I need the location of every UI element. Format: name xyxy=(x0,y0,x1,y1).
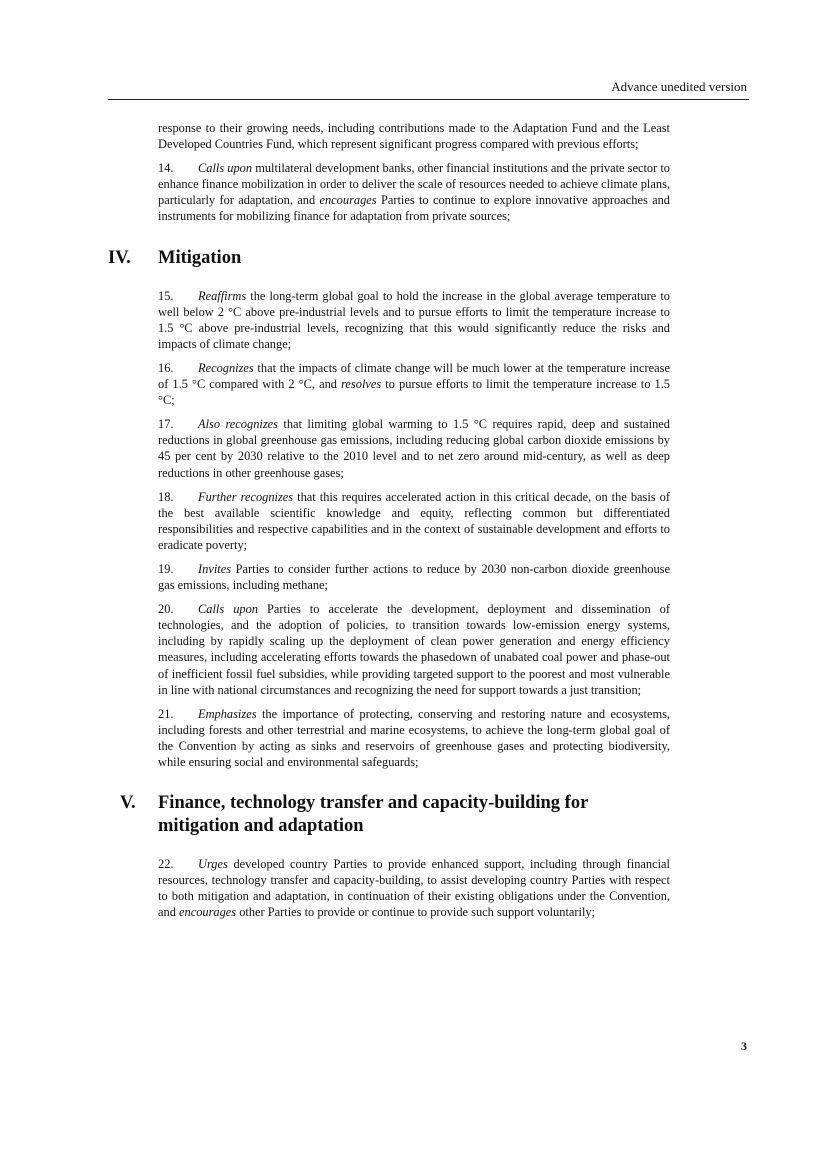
paragraph-number: 22. xyxy=(158,857,174,872)
paragraph-text: that the impacts of climate change will be much lower at the temperature increase of 1.5 °C compared with 2 °C, and xyxy=(158,360,670,392)
paragraph-18 xyxy=(158,489,670,553)
section-number: V. xyxy=(120,793,136,814)
running-header: Advance unedited version xyxy=(611,79,747,94)
paragraph-text: the long-term global goal to hold the increase in the global average temperature to well below 2 °C above pre-industrial levels and to pursue efforts to limit the temperature increase to 1.5 °C above pre-industrial levels, recognizing that this would significantly reduce the risks and impacts of climate change; xyxy=(158,288,670,351)
emphasized-verb: encourages xyxy=(179,905,237,920)
paragraph-text: Parties to continue to explore innovative approaches and instruments for mobilizing finance for adaptation from private sources; xyxy=(158,193,670,224)
paragraph-number: 14. xyxy=(158,161,174,176)
paragraph-text: developed country Parties to provide enhanced support, including through financial resources, technology transfer and capacity-building, to assist developing country Parties with respect to both mitigation and adaptation, in continuation of their existing obligations under the Convention, and xyxy=(158,857,670,920)
paragraph-text: response to their growing needs, including contributions made to the Adaptation Fund and the Least Developed Countries Fund, which represent significant progress compared with previous efforts; xyxy=(158,121,670,152)
section-title-line: Finance, technology transfer and capacity-building for xyxy=(158,793,589,814)
paragraph-continuation xyxy=(158,120,670,152)
paragraph-15 xyxy=(158,288,670,352)
paragraph-text: that limiting global warming to 1.5 °C requires rapid, deep and sustained reductions in global greenhouse gas emissions, including reducing global carbon dioxide emissions by 45 per cent by 2030 relative to the 2010 level and to net zero around mid-century, as well as deep reductions in other greenhouse gases; xyxy=(158,417,670,480)
paragraph-number: 21. xyxy=(158,706,174,721)
section-number: IV. xyxy=(108,247,131,268)
emphasized-verb: Invites xyxy=(198,561,232,576)
paragraph-22 xyxy=(158,856,670,920)
paragraph-number: 20. xyxy=(158,602,174,617)
paragraph-number: 17. xyxy=(158,417,174,432)
paragraph-text: the importance of protecting, conserving and restoring nature and ecosystems, including forests and other terrestrial and marine ecosystems, to achieve the long-term global goal of the Convention by acting as sinks and reservoirs of greenhouse gases and protecting biodiversity, while ensuring social and environmental safeguards; xyxy=(158,706,670,769)
paragraph-17 xyxy=(158,416,670,480)
section-heading-iv xyxy=(108,247,670,270)
section-title-line: mitigation and adaptation xyxy=(158,816,364,837)
paragraph-19 xyxy=(158,561,670,593)
header-divider xyxy=(108,99,749,100)
emphasized-verb: Further recognizes xyxy=(198,489,294,504)
section-heading-v xyxy=(120,792,670,838)
paragraph-number: 18. xyxy=(158,489,174,504)
emphasized-verb: Calls upon xyxy=(198,602,258,617)
paragraph-number: 19. xyxy=(158,561,174,576)
paragraph-text: Parties to consider further actions to reduce by 2030 non-carbon dioxide greenhouse gas emissions, including methane; xyxy=(158,561,670,593)
emphasized-verb: Urges xyxy=(198,857,228,872)
emphasized-verb: encourages xyxy=(319,193,377,208)
paragraph-text: other Parties to provide or continue to provide such support voluntarily; xyxy=(236,905,596,920)
page-number: 3 xyxy=(741,1039,747,1053)
emphasized-verb: Reaffirms xyxy=(198,288,247,303)
paragraph-16 xyxy=(158,360,670,408)
section-title-line: Mitigation xyxy=(158,247,242,268)
emphasized-verb: Also recognizes xyxy=(198,417,278,432)
paragraph-number: 16. xyxy=(158,360,174,375)
emphasized-verb: Emphasizes xyxy=(198,706,257,721)
paragraph-20 xyxy=(158,601,670,698)
emphasized-verb: Recognizes xyxy=(198,360,254,375)
emphasized-verb: Calls upon xyxy=(198,161,253,176)
paragraph-text: multilateral development banks, other financial institutions and the private sector to enhance finance mobilization in order to deliver the scale of resources needed to achieve climate plans, particularly for adaptation, and xyxy=(158,161,671,208)
paragraph-14 xyxy=(158,160,670,224)
emphasized-verb: resolves xyxy=(341,377,382,392)
paragraph-number: 15. xyxy=(158,288,174,303)
paragraph-text: to pursue efforts to limit the temperature increase to 1.5 °C; xyxy=(158,377,670,408)
paragraph-text: that this requires accelerated action in this critical decade, on the basis of the best available scientific knowledge and equity, reflecting common but differentiated responsibilities and respective capabilities and in the context of sustainable development and efforts to eradicate poverty; xyxy=(158,489,670,552)
document-body xyxy=(108,120,671,928)
paragraph-text: Parties to accelerate the development, deployment and dissemination of technologies, and the adoption of policies, to transition towards low-emission energy systems, including by rapidly scaling up the deployment of clean power generation and energy efficiency measures, including accelerating efforts towards the phasedown of unabated coal power and phase-out of inefficient fossil fuel subsidies, while providing targeted support to the poorest and most vulnerable in line with national circumstances and recognizing the need for support towards a just transition; xyxy=(158,602,671,697)
paragraph-21 xyxy=(158,706,670,770)
